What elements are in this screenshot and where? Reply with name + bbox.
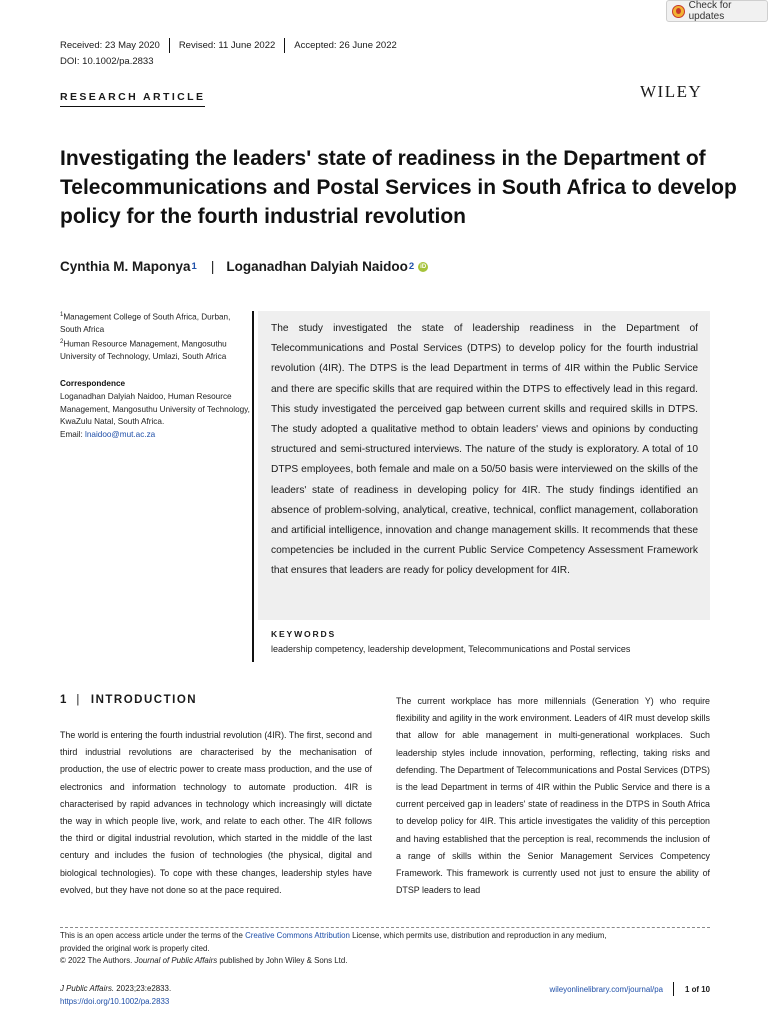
citation-details: 2023;23:e2833. bbox=[114, 984, 172, 993]
journal-abbrev: J Public Affairs. bbox=[60, 984, 115, 993]
affiliation-number: 1 bbox=[60, 312, 64, 318]
article-type: RESEARCH ARTICLE bbox=[60, 91, 205, 107]
correspondence bbox=[60, 378, 250, 442]
license-text: This is an open access article under the terms of the bbox=[60, 931, 246, 940]
divider bbox=[284, 38, 285, 53]
email-label: Email: bbox=[60, 430, 86, 440]
license-link[interactable]: Creative Commons Attribution bbox=[245, 931, 350, 940]
keywords: leadership competency, leadership development, Telecommunications and Postal services bbox=[271, 644, 631, 654]
copyright-text: published by John Wiley & Sons Ltd. bbox=[217, 956, 348, 965]
journal-name: Journal of Public Affairs bbox=[134, 956, 218, 965]
revised-date: Revised: 11 June 2022 bbox=[178, 40, 276, 51]
section-heading bbox=[60, 694, 197, 706]
affiliation-number: 2 bbox=[60, 339, 64, 345]
article-title: Investigating the leaders' state of readiness in the Department of Telecommunications and Postal Services in South Africa to develop policy for the fourth industrial revolution bbox=[60, 147, 737, 228]
divider bbox=[169, 38, 170, 53]
body-column-left: The world is entering the fourth industrial revolution (4IR). The first, second and third industrial revolutions are characterised by the mechanisation of production, the use of electric power to create mass production, and the use of electronics and information technology to automate production. 4IR is characterised by rapid advances in technology which increasingly will dictate the way in which people live, work, and relate to each other. The 4IR follows the third or digital industrial revolution, which started in the middle of the last century and includes the fusion of technologies (the physical, digital and biological technologies). To cope with these changes, leadership styles have evolved, but they have not done so at the pace required. bbox=[60, 730, 372, 895]
abstract: The study investigated the state of leadership readiness in the Department of Telecommunications and Postal Services (DTPS) to develop policy for the fourth industrial revolution (4IR). The DTPS is the lead Department in terms of 4IR within the Public Service and there are specific skills that are required within the DTPS to effectively lead in this regard. This study investigated the perceived gap between current skills and required skills in DTPS. The study adopted a qualitative method to obtain leaders' views and opinions by conducting structured and semi-structured interviews. The nature of the study is exploratory. A total of 10 DTPS employees, both female and male on a 50/50 basis were interviewed on the skills of the leaders' state of readiness in developing policy for 4IR. The study findings identified an absence of problem-solving, analytical, creative, technical, conflict management, collaboration and artificial intelligence, innovation and change management skills. It recommends that these competencies be included in the current Public Service Competency Assessment Framework that ensures that leaders are ready for policy development for 4IR. bbox=[258, 311, 710, 620]
license-text: provided the original work is properly cited. bbox=[60, 943, 210, 953]
journal-site-link[interactable]: wileyonlinelibrary.com/journal/pa bbox=[549, 984, 663, 994]
affiliation-marker: 2 bbox=[408, 261, 415, 272]
affiliation-text: Human Resource Management, Mangosuthu University of Technology, Umlazi, South Africa bbox=[60, 339, 227, 362]
section-title: INTRODUCTION bbox=[90, 694, 198, 706]
body-column-right: The current workplace has more millennials (Generation Y) who require flexibility and agility in the work environment. Leaders of 4IR must develop skills that allow for able management in multi-generational workplaces. Such leadership styles include innovation, performing, reflecting, taking risks and defending. The Department of Telecommunications and Postal Services (DTPS) is the lead Department in terms of 4IR within the Public Service and there is a current perceived gap in leaders' state of readiness in the DTPS in South Africa to develop policy for 4IR. This article investigates the validity of this perception and having established that the perception is real, recommends the inclusion of a range of skills within the Senior Management Services Competency Framework. This framework is currently used not just to ensure the ability of DTSP leaders to lead bbox=[396, 696, 710, 896]
author-list bbox=[60, 259, 428, 274]
orcid-icon[interactable]: iD bbox=[420, 263, 427, 270]
publisher-logo: WILEY bbox=[640, 82, 703, 101]
page-footer bbox=[550, 982, 710, 996]
section-separator: | bbox=[76, 694, 81, 706]
citation-footer bbox=[60, 982, 171, 1008]
section-number: 1 bbox=[60, 694, 67, 706]
received-date: Received: 23 May 2020 bbox=[60, 40, 160, 51]
author-name[interactable]: Loganadhan Dalyiah Naidoo bbox=[226, 259, 408, 274]
check-for-updates-button[interactable] bbox=[666, 0, 768, 22]
abstract-rule bbox=[252, 311, 254, 662]
correspondence-heading: Correspondence bbox=[60, 379, 126, 388]
license-footnote bbox=[60, 930, 710, 968]
affiliation-text: Management College of South Africa, Durban, South Africa bbox=[60, 312, 231, 335]
affiliation bbox=[60, 336, 245, 364]
correspondence-text: Loganadhan Dalyiah Naidoo, Human Resource Management, Mangosuthu University of Technology, KwaZulu Natal, South Africa. bbox=[60, 391, 250, 427]
author-name[interactable]: Cynthia M. Maponya bbox=[60, 259, 191, 274]
keywords-heading: KEYWORDS bbox=[271, 629, 337, 639]
copyright-text: © 2022 The Authors. bbox=[60, 956, 135, 965]
footnote-divider bbox=[60, 927, 710, 928]
crossmark-icon bbox=[672, 5, 685, 18]
check-for-updates-label: Check for updates bbox=[688, 0, 732, 22]
affiliation bbox=[60, 309, 245, 337]
doi: DOI: 10.1002/pa.2833 bbox=[60, 56, 154, 67]
page-number: 1 of 10 bbox=[685, 984, 710, 994]
history-dates bbox=[60, 38, 397, 53]
accepted-date: Accepted: 26 June 2022 bbox=[294, 40, 397, 51]
license-text: License, which permits use, distribution and reproduction in any medium, bbox=[349, 931, 607, 940]
affiliation-marker: 1 bbox=[191, 261, 197, 272]
divider bbox=[673, 982, 674, 996]
email-link[interactable]: lnaidoo@mut.ac.za bbox=[85, 430, 156, 440]
author-separator: | bbox=[210, 259, 215, 274]
doi-link[interactable]: https://doi.org/10.1002/pa.2833 bbox=[60, 997, 170, 1006]
